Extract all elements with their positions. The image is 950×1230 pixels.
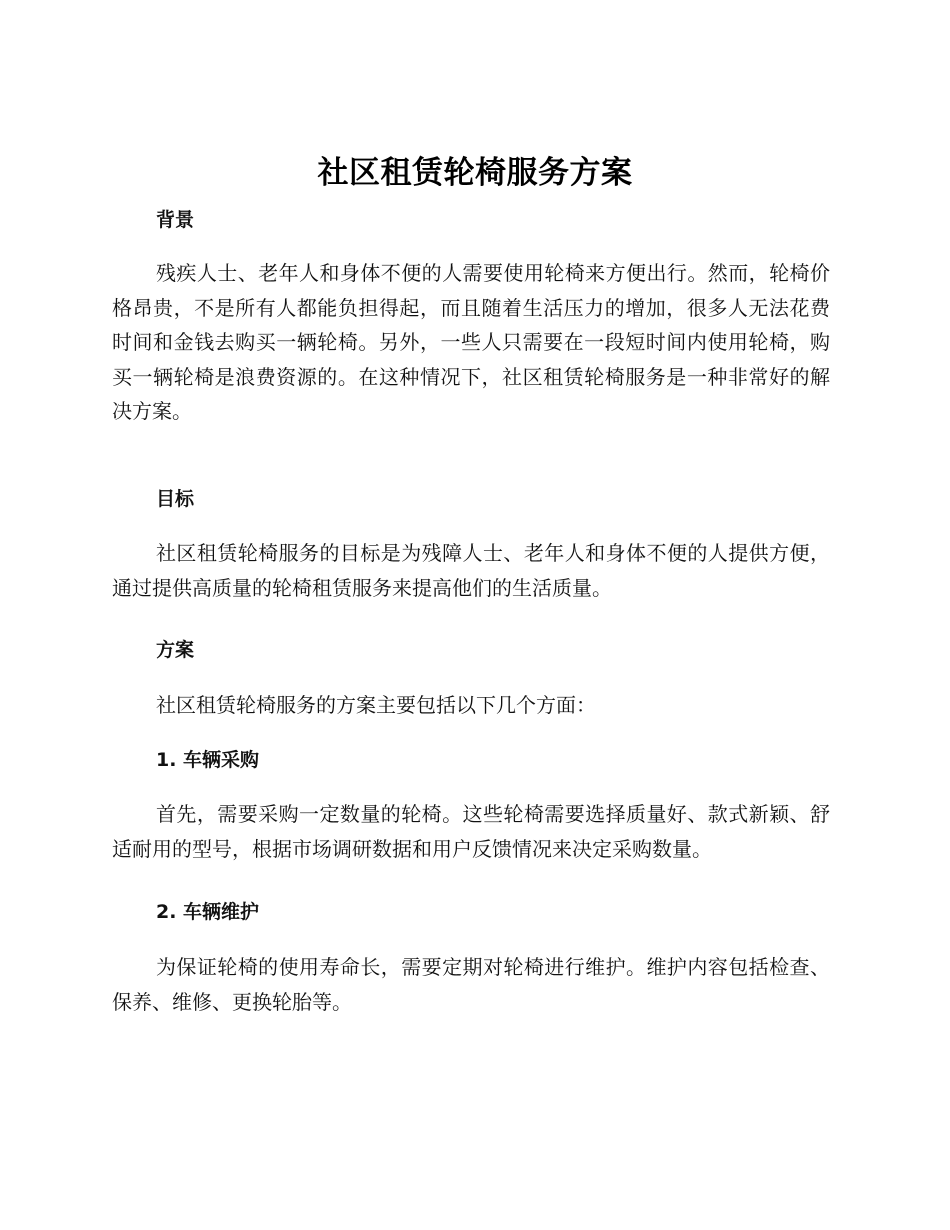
section-heading-maintenance: 2. 车辆维护 xyxy=(156,901,260,923)
section-paragraph-procurement: 首先，需要采购一定数量的轮椅。这些轮椅需要选择质量好、款式新颖、舒适耐用的型号，根据市场调研数据和用户反馈情况来决定采购数量。 xyxy=(112,802,830,861)
section-heading-goal: 目标 xyxy=(156,488,195,510)
section-heading-plan: 方案 xyxy=(156,639,195,661)
section-heading-background: 背景 xyxy=(156,209,195,231)
section-paragraph-background: 残疾人士、老年人和身体不便的人需要使用轮椅来方便出行。然而，轮椅价格昂贵，不是所有人都能负担得起，而且随着生活压力的增加，很多人无法花费时间和金钱去购买一辆轮椅。另外，一些人只需要在一段短时间内使用轮椅，购买一辆轮椅是浪费资源的。在这种情况下，社区租赁轮椅服务是一种非常好的解决方案。 xyxy=(112,261,830,424)
document-title: 社区租赁轮椅服务方案 xyxy=(317,155,633,191)
section-paragraph-goal: 社区租赁轮椅服务的目标是为残障人士、老年人和身体不便的人提供方便，通过提供高质量的轮椅租赁服务来提高他们的生活质量。 xyxy=(112,541,830,600)
section-heading-procurement: 1. 车辆采购 xyxy=(156,749,260,771)
section-paragraph-maintenance: 为保证轮椅的使用寿命长，需要定期对轮椅进行维护。维护内容包括检查、保养、维修、更换轮胎等。 xyxy=(112,955,830,1014)
section-paragraph-plan: 社区租赁轮椅服务的方案主要包括以下几个方面： xyxy=(156,693,596,717)
